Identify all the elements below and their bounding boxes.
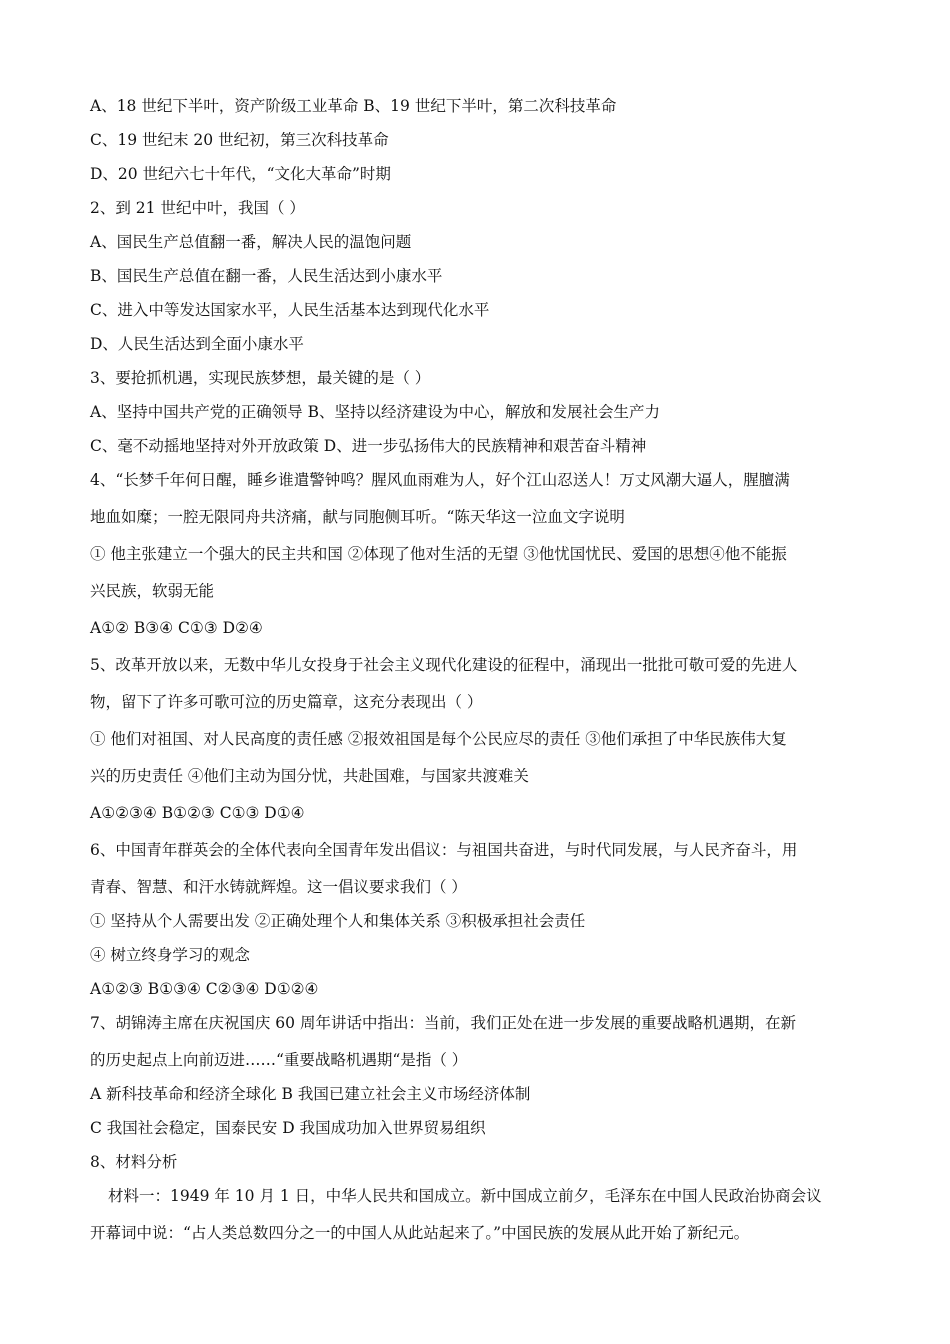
q4-stem-line1: 4、“长梦千年何日醒，睡乡谁遣警钟鸣？腥风血雨难为人，好个江山忍送人！万丈风潮大逼人，腥膻满	[90, 471, 790, 489]
q6-statements-line2: ④ 树立终身学习的观念	[90, 946, 250, 964]
q4-statements-line2: 兴民族，软弱无能	[90, 582, 215, 600]
q4-statements-line1: ① 他主张建立一个强大的民主共和国 ②体现了他对生活的无望 ③他忧国忧民、爱国的思想④他不能振	[90, 545, 787, 563]
q2-option-d: D、人民生活达到全面小康水平	[90, 335, 304, 353]
q4-stem-line2: 地血如糜；一腔无限同舟共济痛，献与同胞侧耳听。“陈天华这一泣血文字说明	[90, 508, 625, 526]
q6-statements-line1: ① 坚持从个人需要出发 ②正确处理个人和集体关系 ③积极承担社会责任	[90, 912, 586, 930]
q5-statements-line1: ① 他们对祖国、对人民高度的责任感 ②报效祖国是每个公民应尽的责任 ③他们承担了中华民族伟大复	[90, 730, 787, 748]
q2-stem: 2、到 21 世纪中叶，我国（ ）	[90, 199, 305, 217]
q2-option-a: A、国民生产总值翻一番，解决人民的温饱问题	[90, 233, 412, 251]
q7-stem-line1: 7、胡锦涛主席在庆祝国庆 60 周年讲话中指出：当前，我们正处在进一步发展的重要战略机遇期，在新	[90, 1014, 796, 1032]
q2-option-b: B、国民生产总值在翻一番，人民生活达到小康水平	[90, 267, 443, 285]
q1-option-c: C、19 世纪末 20 世纪初，第三次科技革命	[90, 131, 389, 149]
q6-stem-line1: 6、中国青年群英会的全体代表向全国青年发出倡议：与祖国共奋进，与时代同发展，与人民齐奋斗，用	[90, 841, 798, 859]
q1-option-d: D、20 世纪六七十年代，“文化大革命”时期	[90, 165, 391, 183]
q3-option-ab: A、坚持中国共产党的正确领导 B、坚持以经济建设为中心，解放和发展社会生产力	[90, 403, 661, 421]
q7-option-ab: A 新科技革命和经济全球化 B 我国已建立社会主义市场经济体制	[90, 1085, 531, 1103]
q5-stem-line2: 物，留下了许多可歌可泣的历史篇章，这充分表现出（ ）	[90, 693, 483, 711]
document-body	[90, 96, 860, 1244]
material-one-line2: 开幕词中说：“占人类总数四分之一的中国人从此站起来了。”中国民族的发展从此开始了新纪元。	[90, 1224, 750, 1242]
q8-heading: 8、材料分析	[90, 1153, 178, 1171]
q5-options: A①②③④ B①②③ C①③ D①④	[90, 804, 305, 822]
q3-stem: 3、要抢抓机遇，实现民族梦想，最关键的是（ ）	[90, 369, 431, 387]
q1-option-ab: A、18 世纪下半叶，资产阶级工业革命 B、19 世纪下半叶，第二次科技革命	[90, 97, 617, 115]
material-one-line1: 材料一：1949 年 10 月 1 日，中华人民共和国成立。新中国成立前夕，毛泽东在中国人民政治协商会议	[108, 1187, 822, 1205]
q7-option-cd: C 我国社会稳定，国泰民安 D 我国成功加入世界贸易组织	[90, 1119, 486, 1137]
q4-options: A①② B③④ C①③ D②④	[90, 619, 263, 637]
q2-option-c: C、进入中等发达国家水平，人民生活基本达到现代化水平	[90, 301, 490, 319]
q5-stem-line1: 5、改革开放以来，无数中华儿女投身于社会主义现代化建设的征程中，涌现出一批批可敬可爱的先进人	[90, 656, 798, 674]
q6-stem-line2: 青春、智慧、和汗水铸就辉煌。这一倡议要求我们（ ）	[90, 878, 467, 896]
q7-stem-line2: 的历史起点上向前迈进……“重要战略机遇期“是指（ ）	[90, 1051, 468, 1069]
q5-statements-line2: 兴的历史责任 ④他们主动为国分忧，共赴国难，与国家共渡难关	[90, 767, 529, 785]
q3-option-cd: C、毫不动摇地坚持对外开放政策 D、进一步弘扬伟大的民族精神和艰苦奋斗精神	[90, 437, 647, 455]
q6-options: A①②③ B①③④ C②③④ D①②④	[90, 980, 319, 998]
